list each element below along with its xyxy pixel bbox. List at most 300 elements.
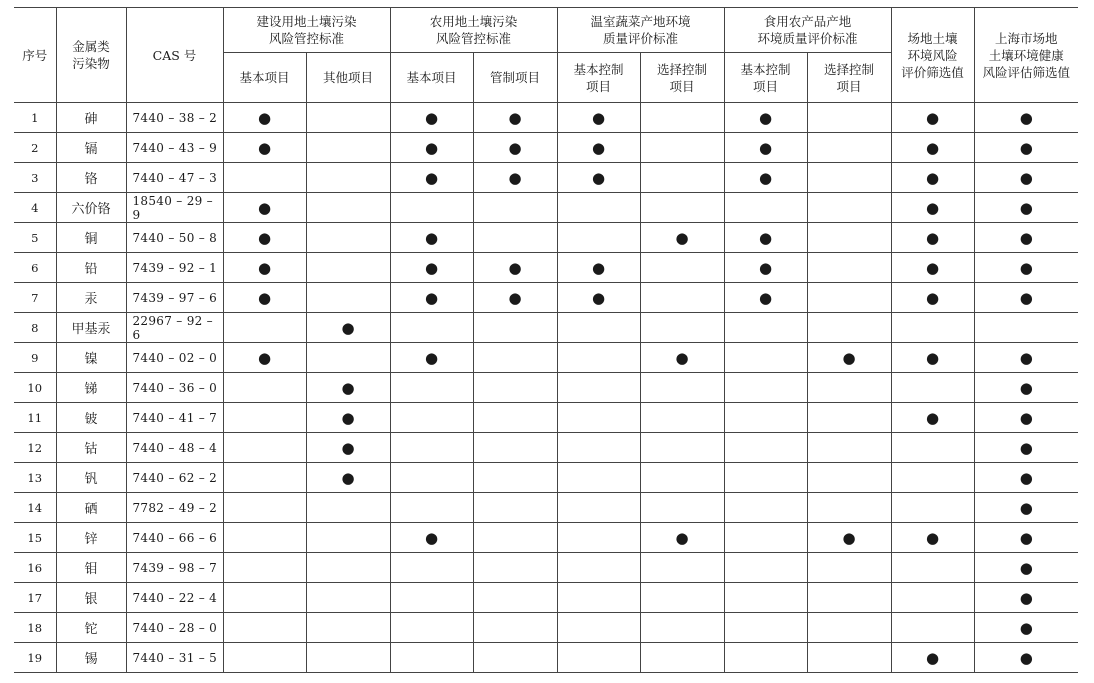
mark-cell-construction-other <box>306 493 390 523</box>
mark-cell-agricultural-control <box>473 553 557 583</box>
bullet-mark: ● <box>257 138 272 157</box>
mark-cell-produce-optional <box>807 613 891 643</box>
mark-cell-agricultural-control <box>473 373 557 403</box>
bullet-mark: ● <box>1019 408 1033 427</box>
mark-cell-shanghai-screening <box>974 583 1078 613</box>
mark-cell-construction-other <box>306 133 390 163</box>
mark-cell-agricultural-basic <box>390 253 473 283</box>
bullet-mark: ● <box>341 438 355 457</box>
metal-name: 钼 <box>56 553 126 583</box>
mark-cell-greenhouse-optional <box>640 283 724 313</box>
mark-cell-produce-optional <box>807 253 891 283</box>
mark-cell-produce-basic <box>724 133 807 163</box>
mark-cell-shanghai-screening <box>974 253 1078 283</box>
mark-cell-shanghai-screening <box>974 493 1078 523</box>
metal-pollutant-standards-table <box>14 7 1078 673</box>
header-construction-land: 建设用地土壤污染 风险管控标准 <box>223 8 390 53</box>
table-row <box>14 493 1078 523</box>
table-row <box>14 403 1078 433</box>
bullet-mark: ● <box>1019 498 1033 517</box>
mark-cell-greenhouse-optional <box>640 583 724 613</box>
header-site-screening: 场地土壤 环境风险 评价筛选值 <box>891 8 974 103</box>
cas-number: 7440 – 36 – 0 <box>126 373 223 403</box>
table-row <box>14 523 1078 553</box>
bullet-mark: ● <box>926 408 940 427</box>
mark-cell-agricultural-basic <box>390 643 473 673</box>
metal-name: 银 <box>56 583 126 613</box>
metal-name: 砷 <box>56 103 126 133</box>
bullet-mark: ● <box>591 288 606 307</box>
mark-cell-agricultural-basic <box>390 553 473 583</box>
mark-cell-greenhouse-optional <box>640 643 724 673</box>
table-row <box>14 253 1078 283</box>
mark-cell-shanghai-screening <box>974 373 1078 403</box>
mark-cell-construction-basic <box>223 583 306 613</box>
mark-cell-greenhouse-basic <box>557 103 640 133</box>
mark-cell-greenhouse-basic <box>557 343 640 373</box>
mark-cell-produce-basic <box>724 433 807 463</box>
mark-cell-construction-other <box>306 163 390 193</box>
row-index: 12 <box>14 433 56 463</box>
cas-number: 7439 – 98 – 7 <box>126 553 223 583</box>
bullet-mark: ● <box>842 348 856 367</box>
mark-cell-site-screening <box>891 523 974 553</box>
mark-cell-agricultural-basic <box>390 523 473 553</box>
bullet-mark: ● <box>1019 288 1033 307</box>
row-index: 17 <box>14 583 56 613</box>
mark-cell-greenhouse-optional <box>640 223 724 253</box>
mark-cell-construction-basic <box>223 643 306 673</box>
mark-cell-greenhouse-optional <box>640 343 724 373</box>
mark-cell-construction-other <box>306 643 390 673</box>
mark-cell-agricultural-control <box>473 643 557 673</box>
table-row <box>14 373 1078 403</box>
mark-cell-produce-basic <box>724 193 807 223</box>
mark-cell-produce-basic <box>724 583 807 613</box>
mark-cell-agricultural-basic <box>390 433 473 463</box>
mark-cell-construction-other <box>306 553 390 583</box>
cas-number: 7440 – 02 – 0 <box>126 343 223 373</box>
mark-cell-construction-basic <box>223 463 306 493</box>
bullet-mark: ● <box>1019 648 1033 667</box>
mark-cell-greenhouse-optional <box>640 133 724 163</box>
bullet-mark: ● <box>424 348 439 367</box>
bullet-mark: ● <box>1019 168 1033 187</box>
header-greenhouse-vegetable: 温室蔬菜产地环境 质量评价标准 <box>557 8 724 53</box>
mark-cell-produce-basic <box>724 493 807 523</box>
mark-cell-produce-optional <box>807 643 891 673</box>
mark-cell-site-screening <box>891 643 974 673</box>
mark-cell-greenhouse-basic <box>557 373 640 403</box>
cas-number: 7782 – 49 – 2 <box>126 493 223 523</box>
table-row <box>14 223 1078 253</box>
mark-cell-site-screening <box>891 253 974 283</box>
mark-cell-construction-other <box>306 223 390 253</box>
mark-cell-agricultural-basic <box>390 343 473 373</box>
mark-cell-greenhouse-optional <box>640 613 724 643</box>
mark-cell-agricultural-control <box>473 133 557 163</box>
bullet-mark: ● <box>257 108 272 127</box>
table-row <box>14 613 1078 643</box>
mark-cell-greenhouse-basic <box>557 283 640 313</box>
mark-cell-produce-basic <box>724 343 807 373</box>
mark-cell-construction-other <box>306 403 390 433</box>
mark-cell-construction-other <box>306 613 390 643</box>
cas-number: 7440 – 48 – 4 <box>126 433 223 463</box>
table-row <box>14 463 1078 493</box>
bullet-mark: ● <box>1019 228 1033 247</box>
bullet-mark: ● <box>675 348 689 367</box>
bullet-mark: ● <box>508 288 522 307</box>
mark-cell-greenhouse-basic <box>557 523 640 553</box>
bullet-mark: ● <box>508 108 522 127</box>
mark-cell-site-screening <box>891 553 974 583</box>
bullet-mark: ● <box>926 228 940 247</box>
mark-cell-agricultural-control <box>473 433 557 463</box>
mark-cell-construction-basic <box>223 523 306 553</box>
mark-cell-shanghai-screening <box>974 463 1078 493</box>
mark-cell-agricultural-control <box>473 583 557 613</box>
cas-number: 7440 – 41 – 7 <box>126 403 223 433</box>
mark-cell-greenhouse-basic <box>557 433 640 463</box>
bullet-mark: ● <box>926 648 940 667</box>
mark-cell-construction-other <box>306 253 390 283</box>
mark-cell-construction-other <box>306 343 390 373</box>
bullet-mark: ● <box>508 168 522 187</box>
cas-number: 22967 – 92 – 6 <box>126 313 223 343</box>
mark-cell-construction-basic <box>223 313 306 343</box>
bullet-mark: ● <box>424 228 439 247</box>
mark-cell-site-screening <box>891 133 974 163</box>
mark-cell-produce-basic <box>724 463 807 493</box>
mark-cell-greenhouse-optional <box>640 433 724 463</box>
row-index: 7 <box>14 283 56 313</box>
row-index: 9 <box>14 343 56 373</box>
bullet-mark: ● <box>675 528 689 547</box>
bullet-mark: ● <box>508 258 522 277</box>
mark-cell-produce-basic <box>724 553 807 583</box>
table-row <box>14 343 1078 373</box>
cas-number: 7440 – 28 – 0 <box>126 613 223 643</box>
row-index: 2 <box>14 133 56 163</box>
table-row <box>14 133 1078 163</box>
mark-cell-shanghai-screening <box>974 103 1078 133</box>
mark-cell-construction-other <box>306 583 390 613</box>
mark-cell-construction-basic <box>223 373 306 403</box>
bullet-mark: ● <box>424 528 439 547</box>
mark-cell-construction-basic <box>223 253 306 283</box>
bullet-mark: ● <box>926 528 940 547</box>
subheader-construction-other: 其他项目 <box>306 53 390 103</box>
mark-cell-agricultural-control <box>473 103 557 133</box>
bullet-mark: ● <box>926 198 940 217</box>
row-index: 3 <box>14 163 56 193</box>
header-index: 序号 <box>14 8 56 103</box>
header-shanghai-screening: 上海市场地 土壤环境健康 风险评估筛选值 <box>974 8 1078 103</box>
mark-cell-construction-other <box>306 313 390 343</box>
mark-cell-produce-optional <box>807 163 891 193</box>
table-row <box>14 433 1078 463</box>
subheader-agricultural-control: 管制项目 <box>473 53 557 103</box>
bullet-mark: ● <box>1019 588 1033 607</box>
bullet-mark: ● <box>591 138 606 157</box>
mark-cell-agricultural-basic <box>390 583 473 613</box>
mark-cell-agricultural-basic <box>390 283 473 313</box>
mark-cell-greenhouse-basic <box>557 133 640 163</box>
header-cas: CAS 号 <box>126 8 223 103</box>
bullet-mark: ● <box>926 138 940 157</box>
mark-cell-construction-basic <box>223 283 306 313</box>
metal-name: 铜 <box>56 223 126 253</box>
metal-name: 铬 <box>56 163 126 193</box>
mark-cell-construction-basic <box>223 223 306 253</box>
subheader-construction-basic: 基本项目 <box>223 53 306 103</box>
row-index: 6 <box>14 253 56 283</box>
mark-cell-shanghai-screening <box>974 193 1078 223</box>
bullet-mark: ● <box>424 108 439 127</box>
mark-cell-agricultural-control <box>473 613 557 643</box>
row-index: 11 <box>14 403 56 433</box>
mark-cell-construction-basic <box>223 403 306 433</box>
bullet-mark: ● <box>341 378 355 397</box>
mark-cell-produce-basic <box>724 223 807 253</box>
mark-cell-construction-basic <box>223 193 306 223</box>
bullet-mark: ● <box>759 228 773 247</box>
mark-cell-agricultural-basic <box>390 463 473 493</box>
mark-cell-construction-other <box>306 193 390 223</box>
row-index: 8 <box>14 313 56 343</box>
mark-cell-shanghai-screening <box>974 433 1078 463</box>
mark-cell-greenhouse-optional <box>640 253 724 283</box>
table-row <box>14 103 1078 133</box>
mark-cell-produce-optional <box>807 313 891 343</box>
row-index: 13 <box>14 463 56 493</box>
mark-cell-site-screening <box>891 613 974 643</box>
mark-cell-produce-optional <box>807 523 891 553</box>
mark-cell-site-screening <box>891 343 974 373</box>
metal-name: 铅 <box>56 253 126 283</box>
row-index: 16 <box>14 553 56 583</box>
bullet-mark: ● <box>257 228 272 247</box>
mark-cell-shanghai-screening <box>974 283 1078 313</box>
mark-cell-construction-basic <box>223 133 306 163</box>
mark-cell-construction-other <box>306 373 390 403</box>
mark-cell-greenhouse-basic <box>557 583 640 613</box>
mark-cell-site-screening <box>891 313 974 343</box>
mark-cell-agricultural-basic <box>390 193 473 223</box>
table-row <box>14 193 1078 223</box>
bullet-mark: ● <box>759 168 773 187</box>
row-index: 10 <box>14 373 56 403</box>
mark-cell-agricultural-basic <box>390 613 473 643</box>
mark-cell-greenhouse-basic <box>557 223 640 253</box>
mark-cell-greenhouse-basic <box>557 643 640 673</box>
mark-cell-produce-basic <box>724 253 807 283</box>
mark-cell-construction-other <box>306 523 390 553</box>
mark-cell-greenhouse-optional <box>640 103 724 133</box>
bullet-mark: ● <box>1019 618 1033 637</box>
subheader-produce-basic: 基本控制 项目 <box>724 53 807 103</box>
mark-cell-agricultural-basic <box>390 403 473 433</box>
mark-cell-construction-basic <box>223 163 306 193</box>
cas-number: 7439 – 97 – 6 <box>126 283 223 313</box>
metal-name: 锑 <box>56 373 126 403</box>
mark-cell-agricultural-control <box>473 313 557 343</box>
mark-cell-produce-optional <box>807 583 891 613</box>
bullet-mark: ● <box>591 168 606 187</box>
cas-number: 7439 – 92 – 1 <box>126 253 223 283</box>
mark-cell-shanghai-screening <box>974 163 1078 193</box>
mark-cell-produce-basic <box>724 103 807 133</box>
bullet-mark: ● <box>1019 528 1033 547</box>
mark-cell-produce-basic <box>724 613 807 643</box>
bullet-mark: ● <box>926 258 940 277</box>
mark-cell-construction-other <box>306 463 390 493</box>
mark-cell-greenhouse-basic <box>557 313 640 343</box>
metal-name: 锡 <box>56 643 126 673</box>
subheader-produce-optional: 选择控制 项目 <box>807 53 891 103</box>
metal-name: 铊 <box>56 613 126 643</box>
mark-cell-produce-optional <box>807 193 891 223</box>
mark-cell-greenhouse-basic <box>557 253 640 283</box>
bullet-mark: ● <box>926 348 940 367</box>
mark-cell-shanghai-screening <box>974 133 1078 163</box>
bullet-mark: ● <box>1019 468 1033 487</box>
metal-name: 钒 <box>56 463 126 493</box>
subheader-greenhouse-basic: 基本控制 项目 <box>557 53 640 103</box>
bullet-mark: ● <box>926 288 940 307</box>
bullet-mark: ● <box>257 198 272 217</box>
mark-cell-greenhouse-optional <box>640 403 724 433</box>
metal-name: 钴 <box>56 433 126 463</box>
header-edible-produce: 食用农产品产地 环境质量评价标准 <box>724 8 891 53</box>
table-row <box>14 163 1078 193</box>
mark-cell-produce-basic <box>724 403 807 433</box>
metal-name: 锌 <box>56 523 126 553</box>
mark-cell-produce-optional <box>807 373 891 403</box>
mark-cell-shanghai-screening <box>974 343 1078 373</box>
mark-cell-produce-optional <box>807 403 891 433</box>
bullet-mark: ● <box>1019 198 1033 217</box>
row-index: 1 <box>14 103 56 133</box>
mark-cell-produce-optional <box>807 433 891 463</box>
metal-name: 汞 <box>56 283 126 313</box>
table-row <box>14 583 1078 613</box>
mark-cell-site-screening <box>891 403 974 433</box>
bullet-mark: ● <box>1019 378 1033 397</box>
mark-cell-agricultural-basic <box>390 103 473 133</box>
mark-cell-site-screening <box>891 433 974 463</box>
mark-cell-greenhouse-optional <box>640 313 724 343</box>
bullet-mark: ● <box>341 468 355 487</box>
mark-cell-site-screening <box>891 373 974 403</box>
mark-cell-agricultural-basic <box>390 493 473 523</box>
bullet-mark: ● <box>508 138 522 157</box>
cas-number: 7440 – 31 – 5 <box>126 643 223 673</box>
mark-cell-construction-other <box>306 283 390 313</box>
table-row <box>14 313 1078 343</box>
row-index: 18 <box>14 613 56 643</box>
mark-cell-shanghai-screening <box>974 403 1078 433</box>
mark-cell-agricultural-basic <box>390 313 473 343</box>
mark-cell-site-screening <box>891 223 974 253</box>
mark-cell-agricultural-control <box>473 493 557 523</box>
cas-number: 7440 – 62 – 2 <box>126 463 223 493</box>
mark-cell-produce-optional <box>807 463 891 493</box>
mark-cell-agricultural-control <box>473 403 557 433</box>
mark-cell-agricultural-control <box>473 223 557 253</box>
mark-cell-greenhouse-basic <box>557 193 640 223</box>
mark-cell-construction-other <box>306 103 390 133</box>
mark-cell-agricultural-control <box>473 523 557 553</box>
mark-cell-produce-optional <box>807 283 891 313</box>
bullet-mark: ● <box>1019 438 1033 457</box>
row-index: 14 <box>14 493 56 523</box>
bullet-mark: ● <box>926 168 940 187</box>
bullet-mark: ● <box>591 108 606 127</box>
mark-cell-produce-basic <box>724 523 807 553</box>
bullet-mark: ● <box>341 408 355 427</box>
header-agricultural-land: 农用地土壤污染 风险管控标准 <box>390 8 557 53</box>
mark-cell-construction-other <box>306 433 390 463</box>
bullet-mark: ● <box>257 258 272 277</box>
mark-cell-site-screening <box>891 163 974 193</box>
mark-cell-site-screening <box>891 463 974 493</box>
mark-cell-construction-basic <box>223 493 306 523</box>
metal-name: 镍 <box>56 343 126 373</box>
mark-cell-site-screening <box>891 193 974 223</box>
mark-cell-site-screening <box>891 283 974 313</box>
mark-cell-agricultural-control <box>473 283 557 313</box>
mark-cell-agricultural-basic <box>390 163 473 193</box>
mark-cell-agricultural-basic <box>390 133 473 163</box>
mark-cell-agricultural-control <box>473 343 557 373</box>
mark-cell-greenhouse-basic <box>557 163 640 193</box>
mark-cell-greenhouse-basic <box>557 613 640 643</box>
mark-cell-agricultural-control <box>473 253 557 283</box>
mark-cell-greenhouse-optional <box>640 493 724 523</box>
bullet-mark: ● <box>759 258 773 277</box>
table-row <box>14 283 1078 313</box>
row-index: 5 <box>14 223 56 253</box>
mark-cell-greenhouse-optional <box>640 553 724 583</box>
mark-cell-produce-optional <box>807 133 891 163</box>
mark-cell-produce-optional <box>807 553 891 583</box>
cas-number: 18540 – 29 – 9 <box>126 193 223 223</box>
bullet-mark: ● <box>926 108 940 127</box>
metal-name: 镉 <box>56 133 126 163</box>
bullet-mark: ● <box>424 138 439 157</box>
mark-cell-greenhouse-optional <box>640 523 724 553</box>
bullet-mark: ● <box>759 288 773 307</box>
row-index: 4 <box>14 193 56 223</box>
mark-cell-greenhouse-basic <box>557 463 640 493</box>
mark-cell-construction-basic <box>223 343 306 373</box>
mark-cell-agricultural-basic <box>390 223 473 253</box>
bullet-mark: ● <box>257 348 272 367</box>
mark-cell-produce-optional <box>807 223 891 253</box>
header-metal: 金属类 污染物 <box>56 8 126 103</box>
metal-name: 六价铬 <box>56 193 126 223</box>
cas-number: 7440 – 38 – 2 <box>126 103 223 133</box>
bullet-mark: ● <box>424 288 439 307</box>
row-index: 15 <box>14 523 56 553</box>
mark-cell-shanghai-screening <box>974 313 1078 343</box>
cas-number: 7440 – 66 – 6 <box>126 523 223 553</box>
mark-cell-produce-basic <box>724 373 807 403</box>
metal-name: 甲基汞 <box>56 313 126 343</box>
mark-cell-shanghai-screening <box>974 613 1078 643</box>
